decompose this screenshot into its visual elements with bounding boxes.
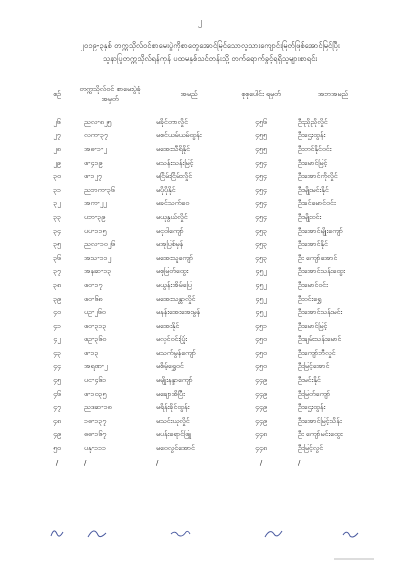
total-score-cell: ၄၅၃ bbox=[255, 226, 267, 235]
row-number-cell: ၂၆ bbox=[53, 117, 61, 126]
document-title-line-1: ၂၀၁၉-၃နှစ် တက္ကသိုလ်ဝင်စာမေးပွဲကိုစာတွေအောင်မြင်သောလူသားကျောင်းမြတ်ဖြစ်အောင်မြင်ပြီး bbox=[80, 41, 340, 50]
father-name-cell: ဦးဝင်းရွှေ bbox=[298, 294, 322, 303]
father-name-cell: ဦးမောင်ဝင်း bbox=[298, 280, 328, 289]
total-score-cell: ၄၅၃ bbox=[255, 253, 267, 262]
student-name-cell: မအေးသူကျော် bbox=[156, 253, 194, 262]
table-row bbox=[40, 225, 376, 239]
student-name-cell: မအေးနိုင် bbox=[156, 321, 180, 330]
total-score-cell: ၄၅၀ bbox=[255, 362, 267, 371]
exam-id-cell: ၁ဓ-၁၃၇ bbox=[84, 416, 107, 425]
exam-id-cell: ဖဝ-၃၁၃ bbox=[84, 321, 107, 330]
exam-id-cell: အနဆ-၁၃ bbox=[84, 267, 112, 276]
father-name-cell: ဦးအောင်မျိုးကျော် bbox=[298, 226, 343, 235]
total-score-cell: ၄၅၂ bbox=[255, 280, 267, 289]
exam-id-cell: ဓဓ-၁၆၇ bbox=[84, 430, 107, 439]
column-header-exam-id: တက္ကသိုလ်ဝင် စာမေးပွဲခုံအမှတ် bbox=[79, 85, 141, 103]
exam-id-cell: ဖဝ-၆၈ bbox=[84, 294, 103, 303]
exam-id-cell: ပဥ-၂၆၀ bbox=[84, 308, 106, 317]
row-number-cell: / bbox=[55, 458, 59, 467]
total-score-cell: ၄၄၈ bbox=[255, 444, 267, 453]
total-score-cell: ၄၅၂ bbox=[255, 294, 267, 303]
signature-row bbox=[40, 522, 376, 544]
exam-id-cell: လက-၃၇ bbox=[84, 131, 108, 140]
total-score-cell: ၄၅၆ bbox=[255, 117, 267, 126]
total-score-cell: ၄၄၈ bbox=[255, 430, 267, 439]
exam-id-cell: ပပ-၁၁၅ bbox=[84, 226, 107, 235]
table-row bbox=[40, 388, 376, 402]
table-row bbox=[40, 184, 376, 198]
row-number-cell: ၄၃ bbox=[53, 348, 61, 357]
father-name-cell: ဦးအောင်နိုင် bbox=[298, 240, 328, 249]
student-name-cell: မပိုပိုနိုင် bbox=[156, 185, 176, 194]
exam-id-cell: အဓ-၁-၂ bbox=[84, 144, 107, 153]
row-number-cell: ၄၉ bbox=[53, 430, 61, 439]
total-score-cell: / bbox=[259, 458, 263, 467]
exam-id-cell: ပင-၄၆၁ bbox=[84, 376, 107, 385]
table-row bbox=[40, 266, 376, 280]
exam-id-cell: ညဒဆ-၁၈ bbox=[84, 403, 112, 412]
father-name-cell: ဦးအောင်မြင့်သိန်း bbox=[298, 416, 342, 425]
total-score-cell: ၄၅၄ bbox=[255, 185, 267, 194]
row-number-cell: ၂၈ bbox=[53, 144, 61, 153]
table-body bbox=[40, 116, 376, 469]
column-header-no: စဉ် bbox=[53, 90, 61, 98]
exam-id-cell: ပနု-၁၁၁ bbox=[84, 444, 106, 453]
total-score-cell: ၄၅၄ bbox=[255, 172, 267, 181]
student-name-cell: မဝေလွင်အောင် bbox=[156, 444, 195, 453]
document-title-line-2: သူနာပြုတက္ကသိုလ်ရန်ကုန် ပထမနှစ်သင်တန်းသို့ တက်ရောက်ခွင့်ရရှိသူများစာရင်း bbox=[102, 54, 318, 63]
exam-id-cell: / bbox=[84, 458, 87, 467]
student-name-cell: မအေးသီရိနိုင် bbox=[156, 144, 191, 153]
table-row bbox=[40, 347, 376, 361]
father-name-cell: ဦးဌေးထွန်း bbox=[298, 131, 326, 140]
total-score-cell: ၄၅၄ bbox=[255, 158, 267, 167]
total-score-cell: ၄၅၄ bbox=[255, 199, 267, 208]
father-name-cell: ဦးမျိုးဝင်း bbox=[298, 212, 322, 221]
row-number-cell: ၅၀ bbox=[53, 444, 61, 453]
student-name-cell: မခိုင်တာလှိုင် bbox=[156, 117, 188, 126]
row-number-cell: ၂၉ bbox=[53, 158, 61, 167]
row-number-cell: ၃၃ bbox=[53, 212, 61, 221]
exam-id-cell: ဖ-၁၂၇ bbox=[84, 172, 102, 181]
table-row bbox=[40, 198, 376, 212]
student-name-cell: မသက်မွန်ကျော် bbox=[156, 348, 196, 357]
father-name-cell: ဦးမြတ်ကျော် bbox=[298, 389, 331, 398]
exam-id-cell: ညဘက-၃၆ bbox=[84, 185, 115, 194]
row-number-cell: ၄၅ bbox=[53, 376, 61, 385]
row-number-cell: ၃၂ bbox=[53, 199, 61, 208]
student-name-cell: မသန်းသန်းမြင့် bbox=[156, 158, 194, 167]
row-number-cell: ၃၁ bbox=[53, 185, 61, 194]
father-name-cell: ဦးမြင့်လွင် bbox=[298, 444, 324, 453]
column-header-father-name: အဘအမည် bbox=[317, 90, 349, 98]
table-row bbox=[40, 143, 376, 157]
father-name-cell: ဦး ကျော်အောင် bbox=[298, 253, 338, 262]
student-name-cell: မချောအိပြီး bbox=[156, 389, 185, 398]
father-name-cell: ဦး ကျော်မင်းထွေး bbox=[298, 430, 343, 439]
total-score-cell: ၄၅၀ bbox=[255, 348, 267, 357]
exam-id-cell: ဖဥ-၃၆၀ bbox=[84, 335, 107, 344]
table-row bbox=[40, 361, 376, 375]
row-number-cell: ၃၇ bbox=[53, 267, 61, 276]
handwritten-initial-2 bbox=[84, 524, 112, 542]
handwritten-initial-3 bbox=[168, 524, 194, 542]
father-name-cell: ဦးအောင်သန်းထွေး bbox=[298, 267, 345, 276]
student-name-cell: မယုနွယ်လှိုင် bbox=[156, 212, 188, 221]
table-row bbox=[40, 252, 376, 266]
exam-id-cell: ပဘ-၃၉ bbox=[84, 212, 106, 221]
father-name-cell: / bbox=[298, 458, 301, 467]
table-row bbox=[40, 306, 376, 320]
row-number-cell: ၃၆ bbox=[53, 253, 61, 262]
scanner-footer-mark bbox=[334, 556, 374, 562]
handwritten-initial-5 bbox=[340, 524, 364, 542]
handwritten-initial-1 bbox=[48, 524, 68, 542]
exam-id-cell: ဖ-၄၁၉ bbox=[84, 158, 103, 167]
column-header-score: စုစုပေါင်း ရမှတ် bbox=[241, 90, 281, 98]
student-name-cell: / bbox=[156, 458, 159, 467]
student-name-cell: မယွန်းအိမ်ပြေ bbox=[156, 280, 192, 289]
table-row bbox=[40, 442, 376, 456]
student-name-cell: မစိမ့်ရွှေဝင် bbox=[156, 362, 184, 371]
father-name-cell: ဦးမင်းနိုင် bbox=[298, 376, 321, 385]
handwritten-initial-4 bbox=[262, 524, 286, 542]
total-score-cell: ၄၅၀ bbox=[255, 335, 267, 344]
father-name-cell: ဦးဌေးထွန်း bbox=[298, 403, 326, 412]
total-score-cell: ၄၅၅ bbox=[255, 131, 267, 140]
table-row bbox=[40, 130, 376, 144]
table-row bbox=[40, 429, 376, 443]
row-number-cell: ၄၈ bbox=[53, 416, 61, 425]
table-header bbox=[40, 72, 376, 116]
total-score-cell: ၄၅၂ bbox=[255, 267, 267, 276]
exam-id-cell: ဖ-၁၀၃၅ bbox=[84, 389, 107, 398]
total-score-cell: ၄၅၃ bbox=[255, 240, 267, 249]
student-name-cell: မနန်းအေးအေးမွန် bbox=[156, 308, 201, 317]
student-name-cell: မခင်သက်ဝေ bbox=[156, 199, 190, 208]
father-name-cell: ဦးမောင်မြင့် bbox=[298, 158, 328, 167]
row-number-cell: ၄၂ bbox=[53, 335, 61, 344]
table-row bbox=[40, 238, 376, 252]
father-name-cell: ဦးအောင်သန်းမင်း bbox=[298, 308, 343, 317]
table-row bbox=[40, 334, 376, 348]
table-row bbox=[40, 320, 376, 334]
exam-id-cell: ဖ-၁၃ bbox=[84, 348, 99, 357]
father-name-cell: ဦးမြင့်အောင် bbox=[298, 362, 330, 371]
exam-id-cell: အရဏ-၂ bbox=[84, 362, 108, 371]
total-score-cell: ၄၅၄ bbox=[255, 212, 267, 221]
row-number-cell: ၄၇ bbox=[53, 403, 61, 412]
student-name-cell: မစင်ယမ်ယမ်ထွန်း bbox=[156, 131, 202, 140]
student-name-cell: မငြိမ်းငြိမ်းလှိုင် bbox=[156, 172, 193, 181]
student-name-cell: မအုပြစ်မှန် bbox=[156, 240, 184, 249]
table-row bbox=[40, 415, 376, 429]
student-name-cell: မငုဝါကျော် bbox=[156, 226, 184, 235]
father-name-cell: ဦးအောင်ကိုလှိုင် bbox=[298, 172, 338, 181]
table-row bbox=[40, 157, 376, 171]
father-name-cell: ဦးမောင်မြင့် bbox=[298, 321, 328, 330]
table-row bbox=[40, 279, 376, 293]
row-number-cell: ၄၀ bbox=[53, 308, 61, 317]
total-score-cell: ၄၄၉ bbox=[255, 416, 267, 425]
row-number-cell: ၃၉ bbox=[53, 294, 61, 303]
father-name-cell: ဦးညိုညိုလှိုင် bbox=[298, 117, 328, 126]
exam-id-cell: ဖဝ-၁၇ bbox=[84, 280, 103, 289]
exam-id-cell: အက-၂၂ bbox=[84, 199, 107, 208]
row-number-cell: ၃၈ bbox=[53, 280, 61, 289]
table-row bbox=[40, 401, 376, 415]
total-score-cell: ၄၅၂ bbox=[255, 308, 267, 317]
column-header-name: အမည် bbox=[180, 90, 198, 98]
student-name-cell: မလှင်ဝင်းပြုံး bbox=[156, 335, 187, 344]
student-name-cell: မစုမြတ်ထွေး bbox=[156, 267, 189, 276]
total-score-cell: ၄၅၁ bbox=[255, 321, 267, 330]
student-name-cell: မရိန်းခိုင်ထွန်း bbox=[156, 403, 190, 412]
total-score-cell: ၄၅၅ bbox=[255, 144, 267, 153]
student-name-cell: မအေးသန္တာလှိုင် bbox=[156, 294, 196, 303]
row-number-cell: ၃၄ bbox=[53, 226, 61, 235]
student-name-cell: မပန်းရောင်ဖြူ bbox=[156, 430, 192, 439]
exam-id-cell: ညလ-၁၀၂၆ bbox=[84, 240, 116, 249]
row-number-cell: ၃၅ bbox=[53, 240, 61, 249]
row-number-cell: ၃၀ bbox=[53, 172, 61, 181]
student-name-cell: မမျိုးနန္ဒာကျော် bbox=[156, 376, 193, 385]
results-table bbox=[40, 72, 376, 469]
row-number-cell: ၂၇ bbox=[53, 131, 61, 140]
table-row bbox=[40, 293, 376, 307]
page-number: ၂ bbox=[197, 17, 203, 27]
table-row bbox=[40, 116, 376, 130]
father-name-cell: ဦးတင်နိုင်ဝင်း bbox=[298, 144, 332, 153]
table-row bbox=[40, 374, 376, 388]
total-score-cell: ၄၄၉ bbox=[255, 389, 267, 398]
exam-id-cell: အသ-၁၁၂ bbox=[84, 253, 112, 262]
father-name-cell: ဦးခင်မောင်ဝင်း bbox=[298, 199, 336, 208]
father-name-cell: ဦးချမ်းသန်းမောင် bbox=[298, 335, 342, 344]
father-name-cell: ဦးကျော်ဘီလှုင် bbox=[298, 348, 336, 357]
row-number-cell: ၄၁ bbox=[53, 321, 61, 330]
row-number-cell: ၄၄ bbox=[53, 362, 61, 371]
table-row bbox=[40, 211, 376, 225]
total-score-cell: ၄၄၉ bbox=[255, 376, 267, 385]
table-row bbox=[40, 456, 376, 470]
row-number-cell: ၄၆ bbox=[53, 389, 61, 398]
table-row bbox=[40, 170, 376, 184]
father-name-cell: ဦးမျိုးမင်းနိုင် bbox=[298, 185, 329, 194]
total-score-cell: ၄၄၉ bbox=[255, 403, 267, 412]
exam-id-cell: ညလ-၈၂၅ bbox=[84, 117, 112, 126]
student-name-cell: မသင်းယုလှိုင် bbox=[156, 416, 190, 425]
